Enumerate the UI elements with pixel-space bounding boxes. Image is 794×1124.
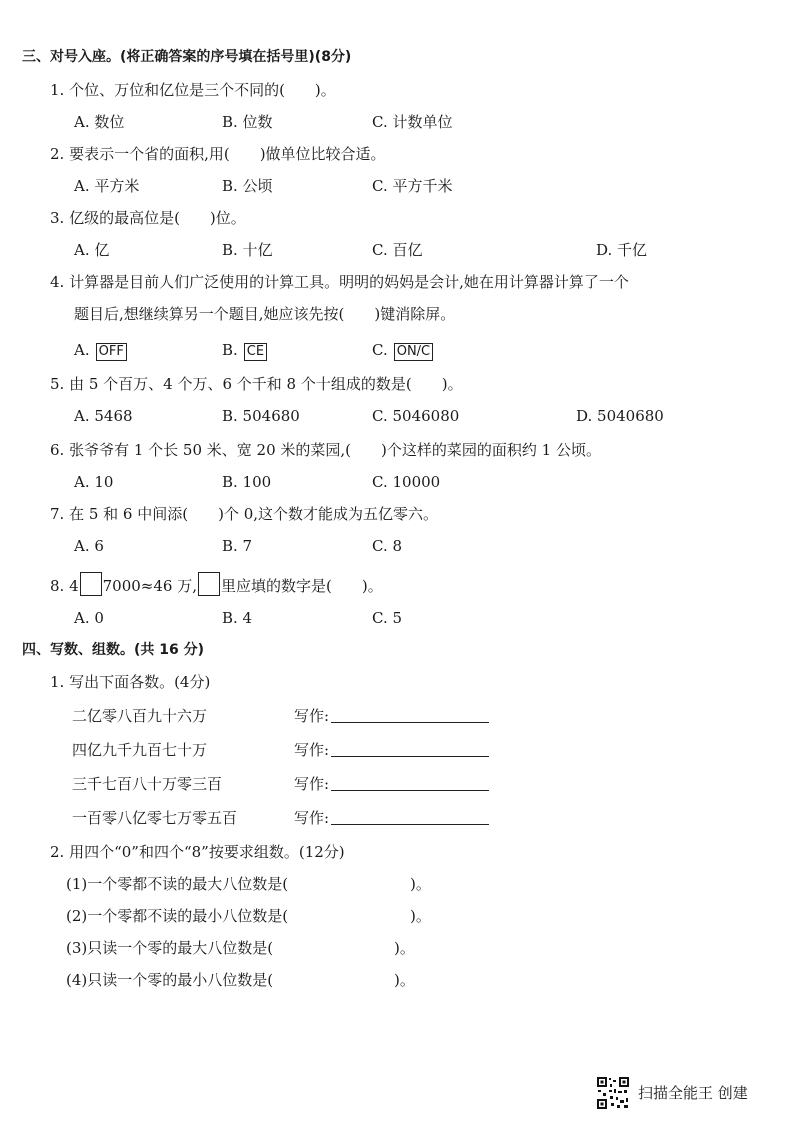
q3-option-a: A. 亿 [74,241,110,259]
scanner-watermark-text: 扫描全能王 创建 [638,1084,748,1102]
q7-option-c: C. 8 [372,537,403,555]
q8-stem-part-2: 7000≈46 万, [102,577,197,595]
q3-option-d: D. 千亿 [596,241,648,259]
number-words-1: 二亿零八百九十六万 [72,707,208,725]
number-words-2: 四亿九千九百七十万 [72,741,208,759]
q2-item-3-close: )。 [394,939,415,957]
q2-item-1-close: )。 [410,875,431,893]
answer-line[interactable] [331,740,489,757]
q1-option-b: B. 位数 [222,113,273,131]
blank-box-icon [198,572,220,596]
ce-key-icon: CE [244,343,267,361]
q8-option-b: B. 4 [222,609,253,627]
write-field-3[interactable] [294,774,489,794]
q2-item-1: (1)一个零都不读的最大八位数是( [66,875,289,893]
q7-option-a: A. 6 [74,537,104,555]
write-field-2[interactable] [294,740,489,760]
write-label: 写作: [294,741,330,759]
q2-item-4: (4)只读一个零的最小八位数是( [66,971,274,989]
answer-line[interactable] [331,706,489,723]
q3-option-c: C. 百亿 [372,241,423,259]
section-4-q2-title: 2. 用四个“0”和四个“8”按要求组数。(12分) [50,843,345,861]
question-6-stem: 6. 张爷爷有 1 个长 50 米、宽 20 米的菜园,( )个这样的菜园的面积约 1 公顷。 [50,441,601,459]
q4-option-b [222,340,267,361]
q8-option-c: C. 5 [372,609,403,627]
question-3-stem: 3. 亿级的最高位是( )位。 [50,209,246,227]
write-label: 写作: [294,809,330,827]
q7-option-b: B. 7 [222,537,253,555]
qr-code-icon [596,1076,630,1110]
question-2-stem: 2. 要表示一个省的面积,用( )做单位比较合适。 [50,145,386,163]
q2-item-2-close: )。 [410,907,431,925]
number-words-3: 三千七百八十万零三百 [72,775,223,793]
question-7-stem: 7. 在 5 和 6 中间添( )个 0,这个数才能成为五亿零六。 [50,505,439,523]
question-4-stem-line-2: 题目后,想继续算另一个题目,她应该先按( )键消除屏。 [74,305,456,323]
q2-option-a: A. 平方米 [74,177,140,195]
section-3-title: 三、对号入座。(将正确答案的序号填在括号里)(8分) [22,49,352,65]
section-4-title: 四、写数、组数。(共 16 分) [22,642,205,658]
q5-option-b: B. 504680 [222,407,300,425]
write-label: 写作: [294,775,330,793]
q6-option-b: B. 100 [222,473,272,491]
question-4-stem-line-1: 4. 计算器是目前人们广泛使用的计算工具。明明的妈妈是会计,她在用计算器计算了一个 [50,273,629,291]
q5-option-c: C. 5046080 [372,407,460,425]
answer-line[interactable] [331,808,489,825]
off-key-icon: OFF [96,343,127,361]
write-label: 写作: [294,707,330,725]
q1-option-c: C. 计数单位 [372,113,453,131]
q2-item-3: (3)只读一个零的最大八位数是( [66,939,274,957]
write-field-1[interactable] [294,706,489,726]
q3-option-b: B. 十亿 [222,241,273,259]
question-8-stem [50,572,383,596]
q4-option-c-letter: C. [372,341,388,359]
question-5-stem: 5. 由 5 个百万、4 个万、6 个千和 8 个十组成的数是( )。 [50,375,463,393]
q8-stem-part-3: 里应填的数字是( )。 [221,577,383,595]
q2-item-2: (2)一个零都不读的最小八位数是( [66,907,289,925]
q6-option-c: C. 10000 [372,473,441,491]
q4-option-a-letter: A. [74,341,90,359]
q4-option-a [74,340,127,361]
q5-option-d: D. 5040680 [576,407,664,425]
q2-item-4-close: )。 [394,971,415,989]
q2-option-b: B. 公顷 [222,177,273,195]
q8-option-a: A. 0 [74,609,104,627]
answer-line[interactable] [331,774,489,791]
question-1-stem: 1. 个位、万位和亿位是三个不同的( )。 [50,81,336,99]
q6-option-a: A. 10 [74,473,114,491]
section-4-q1-title: 1. 写出下面各数。(4分) [50,673,211,691]
blank-box-icon [80,572,102,596]
write-field-4[interactable] [294,808,489,828]
q1-option-a: A. 数位 [74,113,125,131]
q8-stem-part-1: 8. 4 [50,577,79,595]
number-words-4: 一百零八亿零七万零五百 [72,809,238,827]
q4-option-c [372,340,433,361]
q4-option-b-letter: B. [222,341,238,359]
on-c-key-icon: ON/C [394,343,433,361]
q5-option-a: A. 5468 [74,407,133,425]
q2-option-c: C. 平方千米 [372,177,453,195]
